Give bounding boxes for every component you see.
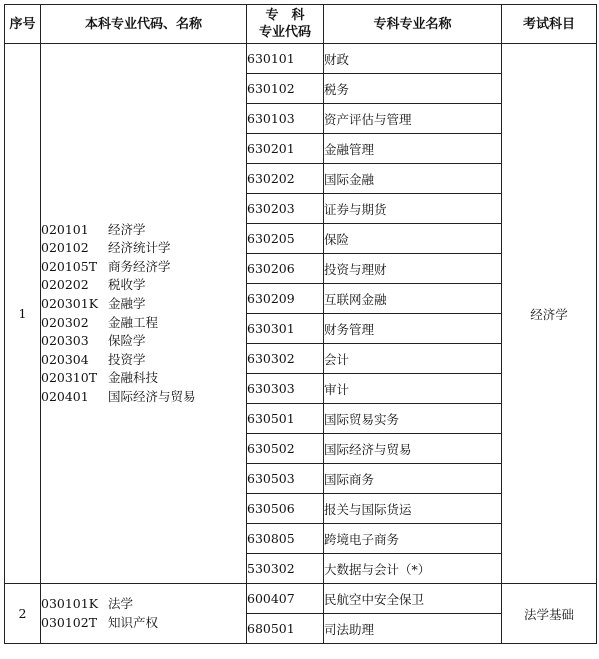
associate-name: 审计 [324,374,502,404]
header-row [5,5,597,44]
bachelor-name: 金融工程 [108,314,159,330]
associate-name: 保险 [324,224,502,254]
bachelor-name: 税收学 [108,277,146,293]
associate-code: 630506 [247,494,324,524]
associate-name: 税务 [324,74,502,104]
bachelor-name: 保险学 [108,333,146,349]
group-seq: 2 [5,584,41,644]
bachelor-code: 020301K [41,295,99,311]
bachelor-name: 投资学 [108,351,146,367]
associate-code: 630501 [247,404,324,434]
header-associate-code [247,5,324,44]
bachelor-code: 020302 [41,314,89,330]
associate-name: 会计 [324,344,502,374]
exam-subject: 经济学 [502,44,597,584]
bachelor-item [41,276,246,295]
group-seq: 1 [5,44,41,584]
bachelor-item [41,614,246,633]
bachelor-item [41,595,246,614]
associate-name: 财务管理 [324,314,502,344]
bachelor-item [41,332,246,351]
table-body [5,44,597,644]
bachelor-item [41,239,246,258]
bachelor-list [41,584,247,644]
bachelor-code: 020105T [41,258,98,274]
bachelor-item [41,314,246,333]
header-subject: 考试科目 [502,5,597,44]
table-row [5,44,597,74]
associate-name: 资产评估与管理 [324,104,502,134]
bachelor-code: 020101 [41,221,89,237]
associate-name: 互联网金融 [324,284,502,314]
bachelor-code: 020310T [41,370,98,386]
bachelor-item [41,258,246,277]
associate-name: 证券与期货 [324,194,502,224]
associate-name: 国际贸易实务 [324,404,502,434]
bachelor-item [41,369,246,388]
bachelor-item [41,295,246,314]
bachelor-name: 国际经济与贸易 [108,388,196,404]
bachelor-code: 020401 [41,388,89,404]
associate-code: 600407 [247,584,324,614]
associate-name: 国际经济与贸易 [324,434,502,464]
associate-code: 630805 [247,524,324,554]
header-bachelor: 本科专业代码、名称 [41,5,247,44]
associate-name: 金融管理 [324,134,502,164]
associate-code: 630203 [247,194,324,224]
associate-code: 630103 [247,104,324,134]
bachelor-item [41,351,246,370]
associate-code: 630202 [247,164,324,194]
table-row [5,584,597,614]
bachelor-item [41,221,246,240]
associate-name: 大数据与会计（*） [324,554,502,584]
bachelor-code: 030102T [41,614,98,630]
associate-code: 630209 [247,284,324,314]
associate-code: 630102 [247,74,324,104]
associate-name: 跨境电子商务 [324,524,502,554]
header-code-line1: 专 科 [265,8,305,23]
associate-code: 630502 [247,434,324,464]
bachelor-code: 030101K [41,595,99,611]
associate-name: 财政 [324,44,502,74]
bachelor-item [41,388,246,407]
bachelor-name: 经济学 [108,221,146,237]
associate-name: 投资与理财 [324,254,502,284]
header-code-line2: 专业代码 [258,25,311,40]
associate-code: 630201 [247,134,324,164]
associate-name: 国际金融 [324,164,502,194]
exam-subject: 法学基础 [502,584,597,644]
bachelor-name: 金融学 [108,295,146,311]
bachelor-list [41,44,247,584]
associate-code: 630303 [247,374,324,404]
bachelor-code: 020102 [41,240,89,256]
bachelor-name: 商务经济学 [108,258,171,274]
bachelor-name: 经济统计学 [108,240,171,256]
header-seq: 序号 [5,5,41,44]
associate-code: 530302 [247,554,324,584]
major-exam-table [4,4,597,644]
bachelor-name: 法学 [108,595,134,611]
bachelor-code: 020202 [41,277,89,293]
associate-code: 680501 [247,614,324,644]
header-associate-name: 专科专业名称 [324,5,502,44]
associate-name: 民航空中安全保卫 [324,584,502,614]
bachelor-code: 020303 [41,333,89,349]
associate-code: 630301 [247,314,324,344]
associate-name: 司法助理 [324,614,502,644]
bachelor-code: 020304 [41,351,89,367]
bachelor-name: 知识产权 [108,614,159,630]
associate-code: 630302 [247,344,324,374]
associate-code: 630205 [247,224,324,254]
associate-code: 630101 [247,44,324,74]
associate-code: 630206 [247,254,324,284]
associate-name: 国际商务 [324,464,502,494]
associate-code: 630503 [247,464,324,494]
associate-name: 报关与国际货运 [324,494,502,524]
bachelor-name: 金融科技 [108,370,159,386]
